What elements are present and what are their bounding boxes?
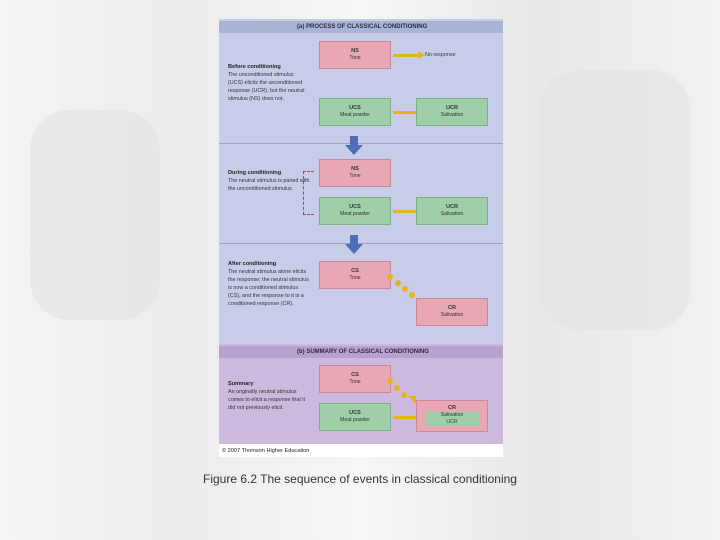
box-sub-label: UCR [425, 419, 479, 426]
box-label: Tone [349, 275, 361, 281]
step-down-arrow-icon [345, 136, 363, 156]
box-label: Tone [349, 55, 361, 61]
dotted-arrow-dot [409, 292, 415, 298]
dotted-arrow-dot [387, 378, 393, 384]
stage-text: The neutral stimulus is paired with the unconditioned stimulus. [228, 178, 310, 192]
pairing-bracket [303, 171, 314, 215]
box-abbr: CR [447, 305, 457, 311]
box-abbr: UCS [349, 410, 361, 416]
box-label: Salivation [440, 211, 464, 217]
box-abbr: CS [351, 268, 359, 274]
stage-title: Before conditioning [228, 64, 281, 70]
box-abbr: UCR [445, 204, 459, 210]
dotted-arrow-head-icon [408, 396, 416, 404]
stage-title: During conditioning [228, 170, 282, 176]
cr-ucr-box [416, 400, 488, 432]
box-label: Meat powder [340, 211, 370, 217]
box-label: Tone [349, 379, 361, 385]
stage-during-description [228, 169, 310, 193]
box-abbr: UCS [349, 204, 361, 210]
step-down-arrow-icon [345, 235, 363, 255]
background-shape [30, 110, 160, 320]
box-abbr: NS [351, 48, 359, 54]
box-abbr: UCR [445, 105, 459, 111]
background-shape [540, 70, 690, 330]
panel-a-header: (a) PROCESS OF CLASSICAL CONDITIONING [219, 21, 503, 33]
summary-title: Summary [228, 381, 254, 387]
dotted-arrow-dot [394, 385, 400, 391]
ucs-box [319, 197, 391, 225]
conditioning-figure [219, 19, 503, 457]
stage-text: The neutral stimulus alone elicits the response; the neutral stimulus is now a conditioned stimulus (CS), and the response to it is a conditioned response (CR). [228, 269, 309, 307]
box-abbr: UCS [349, 105, 361, 111]
cs-box [319, 261, 391, 289]
stimulus-arrow [393, 54, 419, 57]
no-response-label: No response [425, 52, 456, 58]
dotted-arrow-dot [395, 280, 401, 286]
ucs-box [319, 98, 391, 126]
cs-box [319, 365, 391, 393]
box-label: Salivation [440, 112, 464, 118]
cr-box [416, 298, 488, 326]
ucr-box [416, 98, 488, 126]
dotted-arrow-dot [387, 274, 393, 280]
ns-box [319, 41, 391, 69]
stage-text: The unconditioned stimulus (UCS) elicits the unconditioned response (UCR), but the neutral stimulus (NS) does not. [228, 72, 305, 102]
stage-after-description [228, 260, 310, 308]
box-abbr: CR [447, 405, 457, 411]
dotted-arrow-dot [402, 286, 408, 292]
ucs-box [319, 403, 391, 431]
box-label: Meat powder [340, 417, 370, 423]
box-label: Tone [349, 173, 361, 179]
figure-caption: Figure 6.2 The sequence of events in classical conditioning [203, 472, 517, 486]
box-label: Meat powder [340, 112, 370, 118]
ucr-box [416, 197, 488, 225]
summary-text: An originally neutral stimulus comes to elicit a response that it did not previously elicit. [228, 389, 306, 411]
ns-box [319, 159, 391, 187]
box-abbr: NS [351, 166, 359, 172]
box-label: Salivation [440, 312, 464, 318]
stage-before-description [228, 63, 310, 103]
copyright-notice: © 2007 Thomson Higher Education [222, 448, 310, 454]
panel-b-header: (b) SUMMARY OF CLASSICAL CONDITIONING [219, 346, 503, 358]
box-abbr: CS [351, 372, 359, 378]
dotted-arrow-dot [401, 392, 407, 398]
stage-title: After conditioning [228, 261, 277, 267]
box-label: Salivation [425, 412, 479, 419]
summary-description [228, 380, 310, 412]
